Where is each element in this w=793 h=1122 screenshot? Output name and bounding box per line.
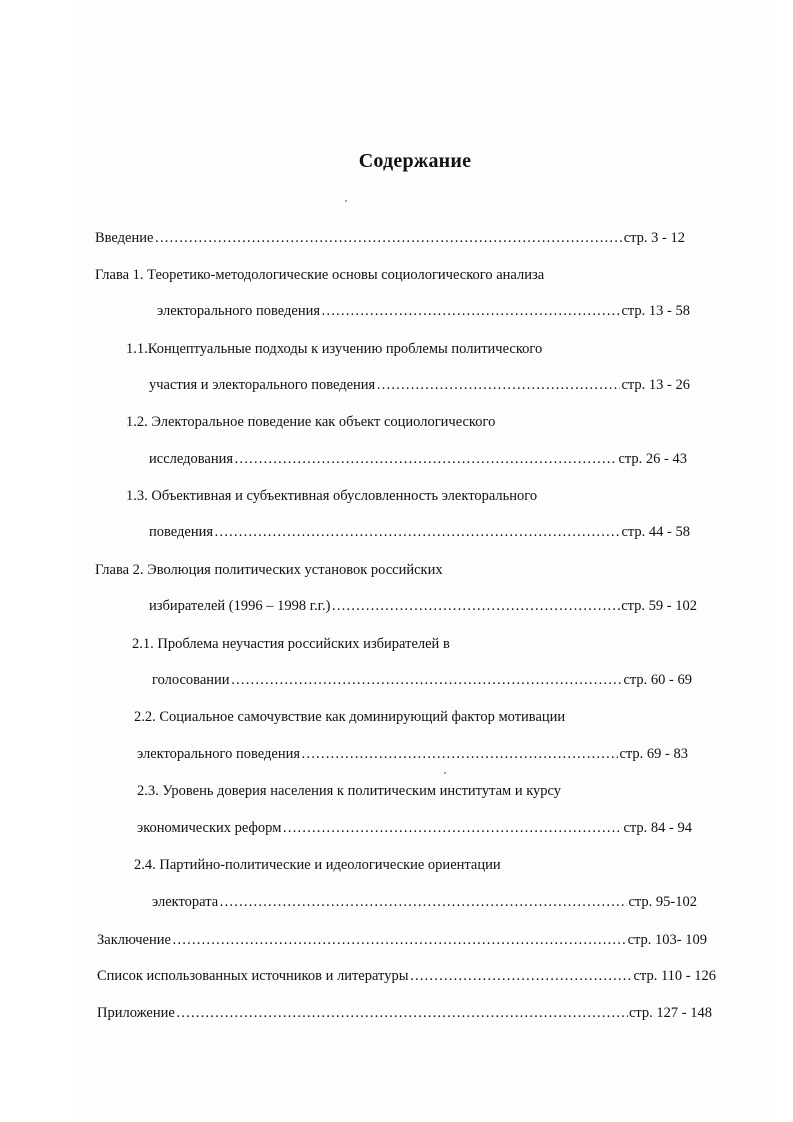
toc-entry-intro	[95, 229, 685, 247]
toc-entry-label: экономических реформ	[137, 820, 282, 836]
toc-entry-sources	[97, 967, 716, 985]
leader-dots	[331, 597, 620, 615]
toc-entry-label: электорального поведения	[137, 746, 301, 762]
toc-section-1-2-title: 1.2. Электоральное поведение как объект социологического	[126, 414, 496, 430]
toc-page-ref: стр. 127 - 148	[628, 1005, 712, 1021]
toc-entry-section-1-1	[149, 376, 690, 394]
toc-entry-conclusion	[97, 931, 707, 949]
leader-dots	[219, 893, 627, 911]
toc-page-ref: стр. 44 - 58	[621, 524, 690, 540]
toc-section-2-3-title: 2.3. Уровень доверия населения к политическим институтам и курсу	[137, 783, 562, 799]
toc-chapter2-title: Глава 2. Эволюция политических установок российских	[95, 562, 443, 578]
toc-entry-section-2-2	[137, 745, 688, 763]
toc-entry-label: Список использованных источников и литературы	[97, 968, 409, 984]
toc-entry-section-1-2	[149, 450, 687, 468]
leader-dots	[376, 376, 620, 394]
toc-page-ref: стр. 13 - 26	[621, 377, 690, 393]
toc-page-ref: стр. 110 - 126	[633, 968, 716, 984]
toc-entry-label: Приложение	[97, 1005, 175, 1021]
toc-section-2-2-title: 2.2. Социальное самочувствие как доминирующий фактор мотивации	[134, 709, 566, 725]
toc-page-ref: стр. 13 - 58	[621, 303, 690, 319]
toc-entry-label: электорального поведения	[157, 303, 321, 319]
toc-entry-appendix	[97, 1004, 712, 1022]
toc-entry-chapter2	[149, 597, 697, 615]
toc-section-1-3-title: 1.3. Объективная и субъективная обусловленность электорального	[126, 488, 538, 504]
toc-page-ref: стр. 103- 109	[627, 932, 707, 948]
toc-entry-label: избирателей (1996 – 1998 г.г.)	[149, 598, 331, 614]
toc-page-ref: стр. 59 - 102	[621, 598, 697, 614]
toc-page-ref: стр. 60 - 69	[623, 672, 692, 688]
toc-section-1-1-title: 1.1.Концептуальные подходы к изучению проблемы политического	[126, 341, 543, 357]
toc-page-ref: стр. 84 - 94	[623, 820, 692, 836]
toc-entry-label: участия и электорального поведения	[149, 377, 376, 393]
toc-entry-label: исследования	[149, 451, 234, 467]
toc-entry-label: голосовании	[152, 672, 230, 688]
leader-dots	[176, 1004, 628, 1022]
toc-entry-label: поведения	[149, 524, 214, 540]
leader-dots	[409, 967, 632, 985]
toc-page-ref: стр. 26 - 43	[618, 451, 687, 467]
leader-dots	[301, 745, 618, 763]
scan-speck	[444, 772, 446, 774]
toc-entry-chapter1	[157, 302, 690, 320]
page-title: Содержание	[358, 150, 472, 172]
toc-entry-section-1-3	[149, 523, 690, 541]
scan-speck	[345, 200, 347, 202]
toc-page-ref: стр. 3 - 12	[623, 230, 685, 246]
toc-chapter1-title: Глава 1. Теоретико-методологические основы социологического анализа	[95, 267, 545, 283]
leader-dots	[231, 671, 623, 689]
leader-dots	[172, 931, 627, 949]
toc-section-2-1-title: 2.1. Проблема неучастия российских избирателей в	[132, 636, 450, 652]
toc-entry-section-2-4	[152, 893, 697, 911]
toc-page-ref: стр. 95-102	[628, 894, 697, 910]
toc-entry-label: Заключение	[97, 932, 171, 948]
leader-dots	[282, 819, 622, 837]
toc-section-2-4-title: 2.4. Партийно-политические и идеологические ориентации	[134, 857, 501, 873]
toc-entry-section-2-3	[137, 819, 692, 837]
leader-dots	[154, 229, 622, 247]
leader-dots	[214, 523, 620, 541]
toc-entry-label: электората	[152, 894, 219, 910]
leader-dots	[321, 302, 620, 320]
toc-entry-section-2-1	[152, 671, 692, 689]
toc-page-ref: стр. 69 - 83	[619, 746, 688, 762]
leader-dots	[234, 450, 617, 468]
toc-entry-label: Введение	[95, 230, 154, 246]
